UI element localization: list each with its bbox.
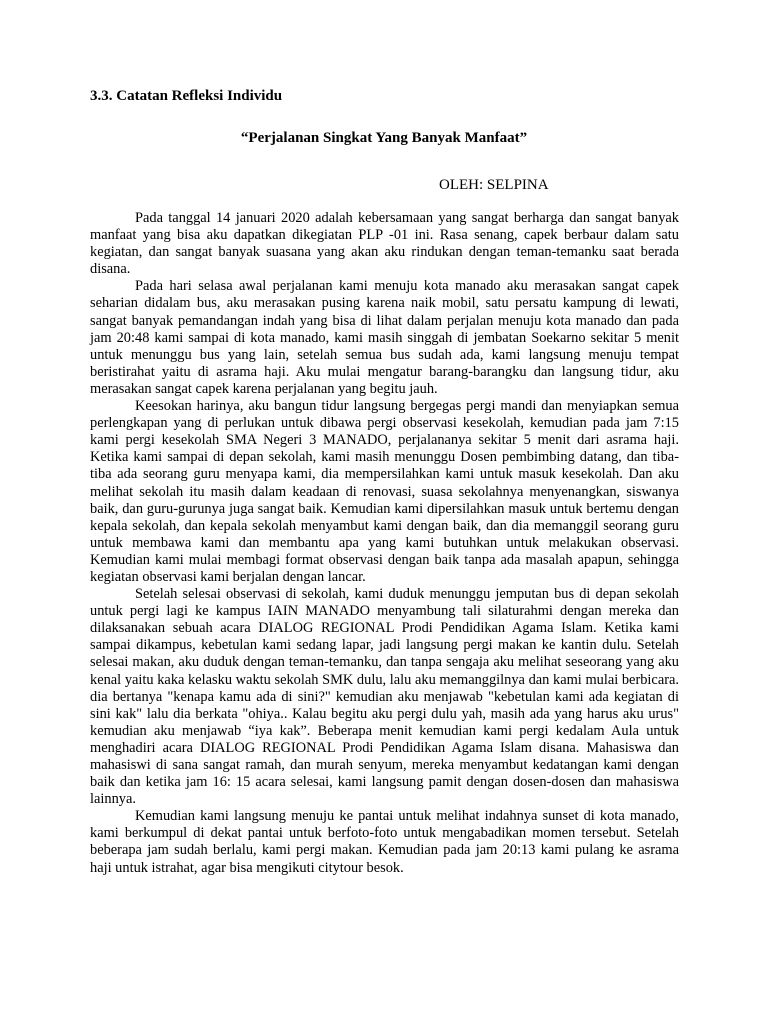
paragraph: Pada hari selasa awal perjalanan kami menuju kota manado aku merasakan sangat capek seharian didalam bus, aku merasakan pusing karena naik mobil, satu persatu kampung di lewati, sangat banyak pemandangan indah yang bisa di lihat dalam perjalan menuju kota manado dan pada jam 20:48 kami sampai di kota manado, kami masih singgah di jembatan Soekarno sekitar 5 menit untuk menunggu bus yang lain, setelah semua bus sudah ada, kami langsung menuju tempat beristirahat yaitu di asrama haji. Aku mulai mengatur barang-barangku dan langsung tidur, aku merasakan sangat capek karena perjalanan yang begitu jauh.	[90, 278, 679, 397]
paragraph: Kemudian kami langsung menuju ke pantai untuk melihat indahnya sunset di kota manado, kami berkumpul di dekat pantai untuk berfoto-foto untuk mengabadikan momen tersebut. Setelah beberapa jam sudah berlalu, kami pergi makan. Kemudian pada jam 20:13 kami pulang ke asrama haji untuk istrahat, agar bisa mengikuti citytour besok.	[90, 808, 679, 876]
reflection-body	[90, 210, 679, 877]
section-heading: 3.3. Catatan Refleksi Individu	[90, 88, 283, 104]
paragraph: Keesokan harinya, aku bangun tidur langsung bergegas pergi mandi dan menyiapkan semua perlengkapan yang di perlukan untuk dibawa pergi observasi kesekolah, kemudian pada jam 7:15 kami pergi kesekolah SMA Negeri 3 MANADO, perjalananya sekitar 5 menit dari asrama haji. Ketika kami sampai di depan sekolah, kami masih menunggu Dosen pembimbing datang, dan tiba-tiba ada seorang guru menyapa kami, dia mempersilahkan kami untuk masuk kesekolah. Dan aku melihat sekolah itu masih dalam keadaan di renovasi, suasa sekolahnya menyenangkan, siswanya baik, dan guru-gurunya juga sangat baik. Kemudian kami dipersilahkan masuk untuk bertemu dengan kepala sekolah, dan kepala sekolah menyambut kami dengan baik, dan dia memanggil seorang guru untuk membawa kami dan membantu apa yang kami butuhkan untuk melakukan observasi. Kemudian kami mulai membagi format observasi dengan baik tanpa ada masalah apapun, sehingga kegiatan observasi kami berjalan dengan lancar.	[90, 398, 679, 585]
paragraph: Pada tanggal 14 januari 2020 adalah kebersamaan yang sangat berharga dan sangat banyak manfaat yang bisa aku dapatkan dikegiatan PLP -01 ini. Rasa senang, capek berbaur dalam satu kegiatan, dan sangat banyak suasana yang akan aku rindukan dengan teman-temanku saat berada disana.	[90, 210, 679, 278]
document-title: “Perjalanan Singkat Yang Banyak Manfaat”	[240, 130, 528, 146]
author-line: OLEH: SELPINA	[439, 177, 549, 193]
paragraph: Setelah selesai observasi di sekolah, kami duduk menunggu jemputan bus di depan sekolah untuk pergi lagi ke kampus IAIN MANADO menyambung tali silaturahmi dengan mereka dan dilaksanakan sebuah acara DIALOG REGIONAL Prodi Pendidikan Agama Islam. Ketika kami sampai dikampus, kebetulan kami sedang lapar, jadi langsung pergi makan ke kantin dulu. Setelah selesai makan, aku duduk dengan teman-temanku, dan tanpa sengaja aku melihat seseorang yang aku kenal yaitu kaka kelasku waktu sekolah SMK dulu, lalu aku memanggilnya dan kami mulai berbicara. dia bertanya "kenapa kamu ada di sini?" kemudian aku menjawab "kebetulan kami ada kegiatan di sini kak" lalu dia berkata "ohiya.. Kalau begitu aku pergi dulu yah, masih ada yang harus aku urus" kemudian aku menjawab “iya kak”. Beberapa menit kemudian kami pergi kedalam Aula untuk menghadiri acara DIALOG REGIONAL Prodi Pendidikan Agama Islam disana. Mahasiswa dan mahasiswi di sana sangat ramah, dan murah senyum, mereka menyambut kedatangan kami dengan baik dan ketika jam 16: 15 acara selesai, kami langsung pamit dengan dosen-dosen dan mahasiswa lainnya.	[90, 586, 679, 808]
